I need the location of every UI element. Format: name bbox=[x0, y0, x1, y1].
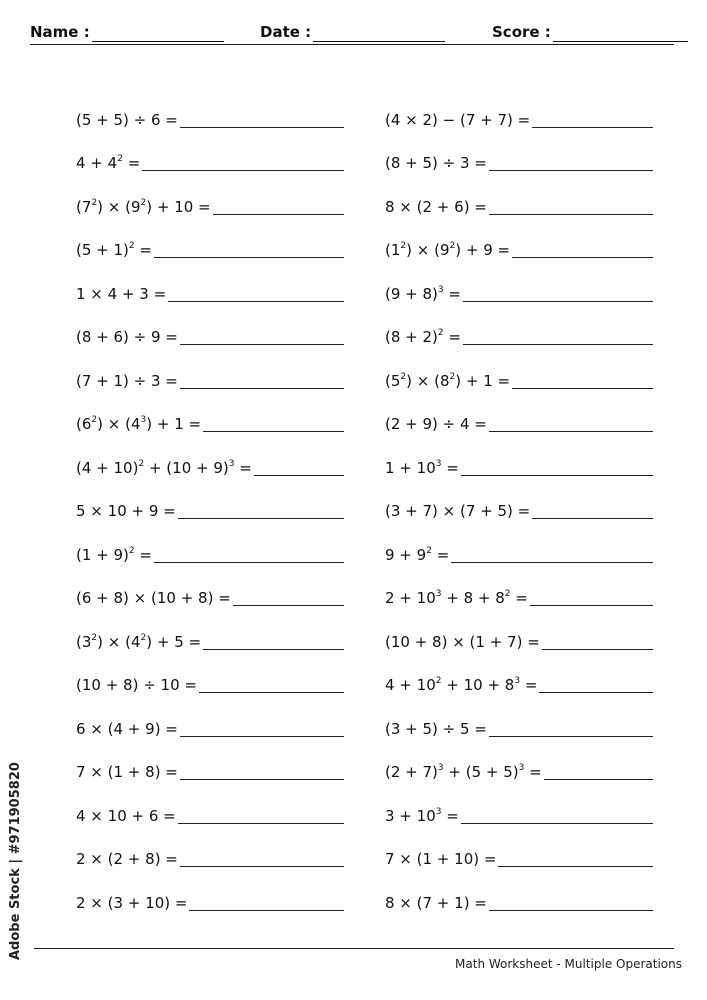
answer-blank[interactable] bbox=[254, 457, 344, 476]
answer-blank[interactable] bbox=[461, 805, 653, 824]
problem-row bbox=[76, 607, 344, 651]
problem-row bbox=[76, 390, 344, 434]
problem-expression bbox=[385, 372, 512, 390]
problem-expression: 2 × (2 + 8) = bbox=[76, 850, 178, 868]
expression-part: ) × (4 bbox=[97, 415, 141, 433]
answer-blank[interactable] bbox=[142, 152, 344, 171]
expression-part: ) + 1 = bbox=[146, 415, 202, 433]
exponent: 3 bbox=[437, 763, 444, 773]
exponent: 3 bbox=[435, 458, 442, 469]
problem-expression: (5 + 5) ÷ 6 = bbox=[76, 110, 178, 129]
problem-row bbox=[76, 433, 344, 477]
expression-part: ) + 5 = bbox=[146, 632, 202, 651]
expression-part: ) × (9 bbox=[406, 241, 450, 259]
exponent: 2 bbox=[400, 371, 407, 382]
expression-part: = bbox=[122, 154, 141, 172]
answer-blank[interactable] bbox=[463, 283, 653, 302]
score-field[interactable] bbox=[492, 22, 688, 42]
problem-row bbox=[76, 520, 344, 564]
answer-blank[interactable] bbox=[178, 500, 344, 519]
problem-row bbox=[385, 868, 653, 912]
expression-part: ) × (4 bbox=[97, 632, 141, 651]
expression-part: (7 bbox=[76, 197, 92, 216]
problem-row bbox=[76, 781, 344, 825]
problem-expression bbox=[385, 763, 544, 781]
problem-row bbox=[385, 433, 653, 477]
answer-blank[interactable] bbox=[489, 152, 653, 171]
problem-expression bbox=[385, 807, 461, 825]
exponent: 2 bbox=[449, 371, 456, 382]
answer-blank[interactable] bbox=[199, 674, 344, 693]
answer-blank[interactable] bbox=[512, 370, 653, 389]
expression-part: (5 + 1) bbox=[76, 241, 129, 259]
answer-blank[interactable] bbox=[180, 761, 344, 780]
right-problem-column bbox=[385, 85, 653, 912]
exponent: 2 bbox=[437, 328, 444, 338]
exponent: 2 bbox=[117, 154, 123, 164]
date-field[interactable] bbox=[260, 22, 445, 42]
exponent: 3 bbox=[437, 284, 444, 295]
problem-row bbox=[385, 520, 653, 564]
expression-part: = bbox=[441, 458, 459, 477]
problem-expression: 8 × (7 + 1) = bbox=[385, 893, 487, 912]
exponent: 3 bbox=[140, 415, 147, 425]
problem-expression: 8 × (2 + 6) = bbox=[385, 197, 487, 216]
expression-part: (4 + 10) bbox=[76, 458, 139, 477]
problem-row bbox=[76, 259, 344, 303]
problem-expression: 4 × 10 + 6 = bbox=[76, 806, 176, 825]
footer-divider bbox=[34, 948, 674, 949]
answer-blank[interactable] bbox=[489, 413, 653, 432]
answer-blank[interactable] bbox=[451, 544, 653, 563]
expression-part: ) + 1 = bbox=[455, 371, 511, 390]
exponent: 2 bbox=[91, 197, 98, 208]
problem-expression: 7 × (1 + 8) = bbox=[76, 763, 178, 781]
problem-row bbox=[76, 564, 344, 608]
expression-part: (3 bbox=[76, 632, 92, 651]
expression-part: = bbox=[510, 589, 528, 607]
expression-part: = bbox=[441, 806, 459, 825]
expression-part: ) + 10 = bbox=[146, 197, 211, 216]
expression-part: (8 + 2) bbox=[385, 328, 438, 346]
problem-expression bbox=[76, 459, 254, 477]
problem-row bbox=[385, 694, 653, 738]
expression-part: (9 + 8) bbox=[385, 284, 438, 303]
problem-expression bbox=[385, 285, 463, 303]
answer-blank[interactable] bbox=[498, 848, 653, 867]
answer-blank[interactable] bbox=[542, 631, 653, 650]
name-field[interactable] bbox=[30, 22, 224, 42]
expression-part: + 10 + 8 bbox=[441, 676, 515, 694]
expression-part: = bbox=[443, 328, 461, 346]
worksheet-header bbox=[30, 22, 677, 46]
problem-expression bbox=[76, 633, 203, 651]
exponent: 3 bbox=[518, 763, 525, 773]
answer-blank[interactable] bbox=[180, 370, 344, 389]
problem-row bbox=[385, 564, 653, 608]
problem-expression bbox=[385, 546, 451, 564]
answer-blank[interactable] bbox=[530, 587, 653, 606]
expression-part: = bbox=[234, 458, 252, 477]
exponent: 3 bbox=[228, 458, 235, 469]
expression-part: (1 + 9) bbox=[76, 545, 129, 564]
answer-blank[interactable] bbox=[544, 761, 653, 780]
problem-row bbox=[76, 694, 344, 738]
problem-expression: (3 + 7) × (7 + 5) = bbox=[385, 502, 531, 520]
answer-blank[interactable] bbox=[154, 544, 344, 563]
answer-blank[interactable] bbox=[463, 326, 653, 345]
expression-part: (6 bbox=[76, 415, 92, 433]
score-label: Score : bbox=[492, 23, 551, 41]
problem-expression bbox=[385, 589, 530, 607]
problem-expression bbox=[76, 154, 142, 172]
problem-expression bbox=[385, 328, 463, 346]
answer-blank[interactable] bbox=[203, 631, 344, 650]
expression-part: ) × (8 bbox=[406, 371, 450, 390]
problem-expression bbox=[76, 198, 213, 216]
problem-expression bbox=[76, 241, 154, 259]
exponent: 3 bbox=[435, 806, 442, 817]
answer-blank[interactable] bbox=[512, 239, 653, 258]
header-divider bbox=[30, 44, 674, 45]
problem-expression bbox=[76, 415, 203, 433]
problem-expression: 1 × 4 + 3 = bbox=[76, 284, 167, 303]
answer-blank[interactable] bbox=[532, 109, 653, 128]
problem-row bbox=[385, 303, 653, 347]
answer-blank[interactable] bbox=[532, 500, 653, 519]
problem-expression: (3 + 5) ÷ 5 = bbox=[385, 719, 487, 738]
expression-part: 1 + 10 bbox=[385, 458, 436, 477]
footer-title: Math Worksheet - Multiple Operations bbox=[455, 957, 682, 971]
stock-watermark: Adobe Stock | #971905820 bbox=[8, 762, 23, 960]
problem-expression: 2 × (3 + 10) = bbox=[76, 893, 188, 912]
problem-row bbox=[76, 868, 344, 912]
answer-blank[interactable] bbox=[489, 718, 653, 737]
exponent: 3 bbox=[435, 589, 442, 599]
expression-part: = bbox=[431, 545, 450, 564]
problem-expression: (8 + 5) ÷ 3 = bbox=[385, 154, 487, 172]
answer-blank[interactable] bbox=[539, 674, 653, 693]
exponent: 2 bbox=[426, 545, 432, 556]
expression-part: 3 + 10 bbox=[385, 806, 436, 825]
expression-part: 4 + 10 bbox=[385, 676, 436, 694]
expression-part: + 8 + 8 bbox=[441, 589, 505, 607]
exponent: 2 bbox=[435, 676, 442, 686]
problem-row bbox=[76, 216, 344, 260]
answer-blank[interactable] bbox=[233, 587, 344, 606]
exponent: 2 bbox=[138, 458, 145, 469]
problem-row bbox=[76, 346, 344, 390]
problem-row bbox=[385, 781, 653, 825]
problem-row bbox=[385, 651, 653, 695]
exponent: 2 bbox=[400, 241, 407, 251]
answer-blank[interactable] bbox=[154, 239, 344, 258]
name-label: Name : bbox=[30, 23, 90, 41]
problem-expression bbox=[76, 546, 154, 564]
problem-expression: 5 × 10 + 9 = bbox=[76, 502, 176, 520]
answer-blank[interactable] bbox=[489, 892, 653, 911]
problem-row bbox=[76, 477, 344, 521]
problem-row bbox=[385, 825, 653, 869]
exponent: 2 bbox=[91, 632, 98, 643]
answer-blank[interactable] bbox=[180, 848, 344, 867]
problem-row bbox=[385, 129, 653, 173]
date-blank[interactable] bbox=[313, 25, 445, 42]
problem-row bbox=[385, 607, 653, 651]
expression-part: = bbox=[134, 545, 152, 564]
exponent: 3 bbox=[514, 676, 521, 686]
problem-expression: (6 + 8) × (10 + 8) = bbox=[76, 589, 231, 607]
problem-row bbox=[385, 172, 653, 216]
problem-expression: (10 + 8) ÷ 10 = bbox=[76, 676, 197, 694]
answer-blank[interactable] bbox=[213, 196, 344, 215]
problem-row bbox=[385, 738, 653, 782]
exponent: 2 bbox=[504, 589, 511, 599]
problem-row bbox=[76, 129, 344, 173]
problem-row bbox=[385, 216, 653, 260]
expression-part: = bbox=[520, 676, 538, 694]
expression-part: 9 + 9 bbox=[385, 545, 427, 564]
exponent: 2 bbox=[449, 241, 456, 251]
problem-expression: (8 + 6) ÷ 9 = bbox=[76, 328, 178, 346]
expression-part: ) + 9 = bbox=[455, 241, 511, 259]
problem-expression: 6 × (4 + 9) = bbox=[76, 719, 178, 738]
problem-row bbox=[76, 825, 344, 869]
problem-expression bbox=[385, 459, 461, 477]
expression-part: (2 + 7) bbox=[385, 763, 438, 781]
problem-expression bbox=[385, 241, 512, 259]
answer-blank[interactable] bbox=[489, 196, 653, 215]
problem-row bbox=[76, 172, 344, 216]
expression-part: ) × (9 bbox=[97, 197, 141, 216]
answer-blank[interactable] bbox=[180, 718, 344, 737]
problem-expression: (4 × 2) − (7 + 7) = bbox=[385, 110, 531, 129]
problem-expression: (7 + 1) ÷ 3 = bbox=[76, 371, 178, 390]
problem-row bbox=[385, 259, 653, 303]
exponent: 2 bbox=[128, 241, 135, 251]
answer-blank[interactable] bbox=[168, 283, 344, 302]
problem-row bbox=[385, 477, 653, 521]
problem-expression: (10 + 8) × (1 + 7) = bbox=[385, 632, 540, 651]
answer-blank[interactable] bbox=[178, 805, 344, 824]
problem-row bbox=[385, 85, 653, 129]
expression-part: + (10 + 9) bbox=[144, 458, 229, 477]
score-blank[interactable] bbox=[553, 25, 688, 42]
name-blank[interactable] bbox=[92, 25, 224, 42]
answer-blank[interactable] bbox=[203, 413, 344, 432]
left-problem-column bbox=[76, 85, 344, 912]
problem-expression: 7 × (1 + 10) = bbox=[385, 850, 497, 868]
answer-blank[interactable] bbox=[461, 457, 653, 476]
problem-row bbox=[76, 303, 344, 347]
expression-part: = bbox=[443, 284, 461, 303]
exponent: 2 bbox=[140, 632, 147, 643]
problem-row bbox=[76, 738, 344, 782]
expression-part: 4 + 4 bbox=[76, 154, 118, 172]
expression-part: (5 bbox=[385, 371, 401, 390]
expression-part: (1 bbox=[385, 241, 401, 259]
expression-part: + (5 + 5) bbox=[443, 763, 519, 781]
expression-part: 2 + 10 bbox=[385, 589, 436, 607]
problem-row bbox=[385, 390, 653, 434]
expression-part: = bbox=[134, 241, 152, 259]
problem-row bbox=[385, 346, 653, 390]
answer-blank[interactable] bbox=[180, 109, 344, 128]
answer-blank[interactable] bbox=[180, 326, 344, 345]
exponent: 2 bbox=[128, 545, 135, 556]
problem-row bbox=[76, 651, 344, 695]
problem-expression: (2 + 9) ÷ 4 = bbox=[385, 415, 487, 433]
date-label: Date : bbox=[260, 23, 312, 41]
exponent: 2 bbox=[140, 197, 147, 208]
problem-expression bbox=[385, 676, 539, 694]
exponent: 2 bbox=[91, 415, 98, 425]
expression-part: = bbox=[524, 763, 542, 781]
answer-blank[interactable] bbox=[189, 892, 344, 911]
problem-row bbox=[76, 85, 344, 129]
